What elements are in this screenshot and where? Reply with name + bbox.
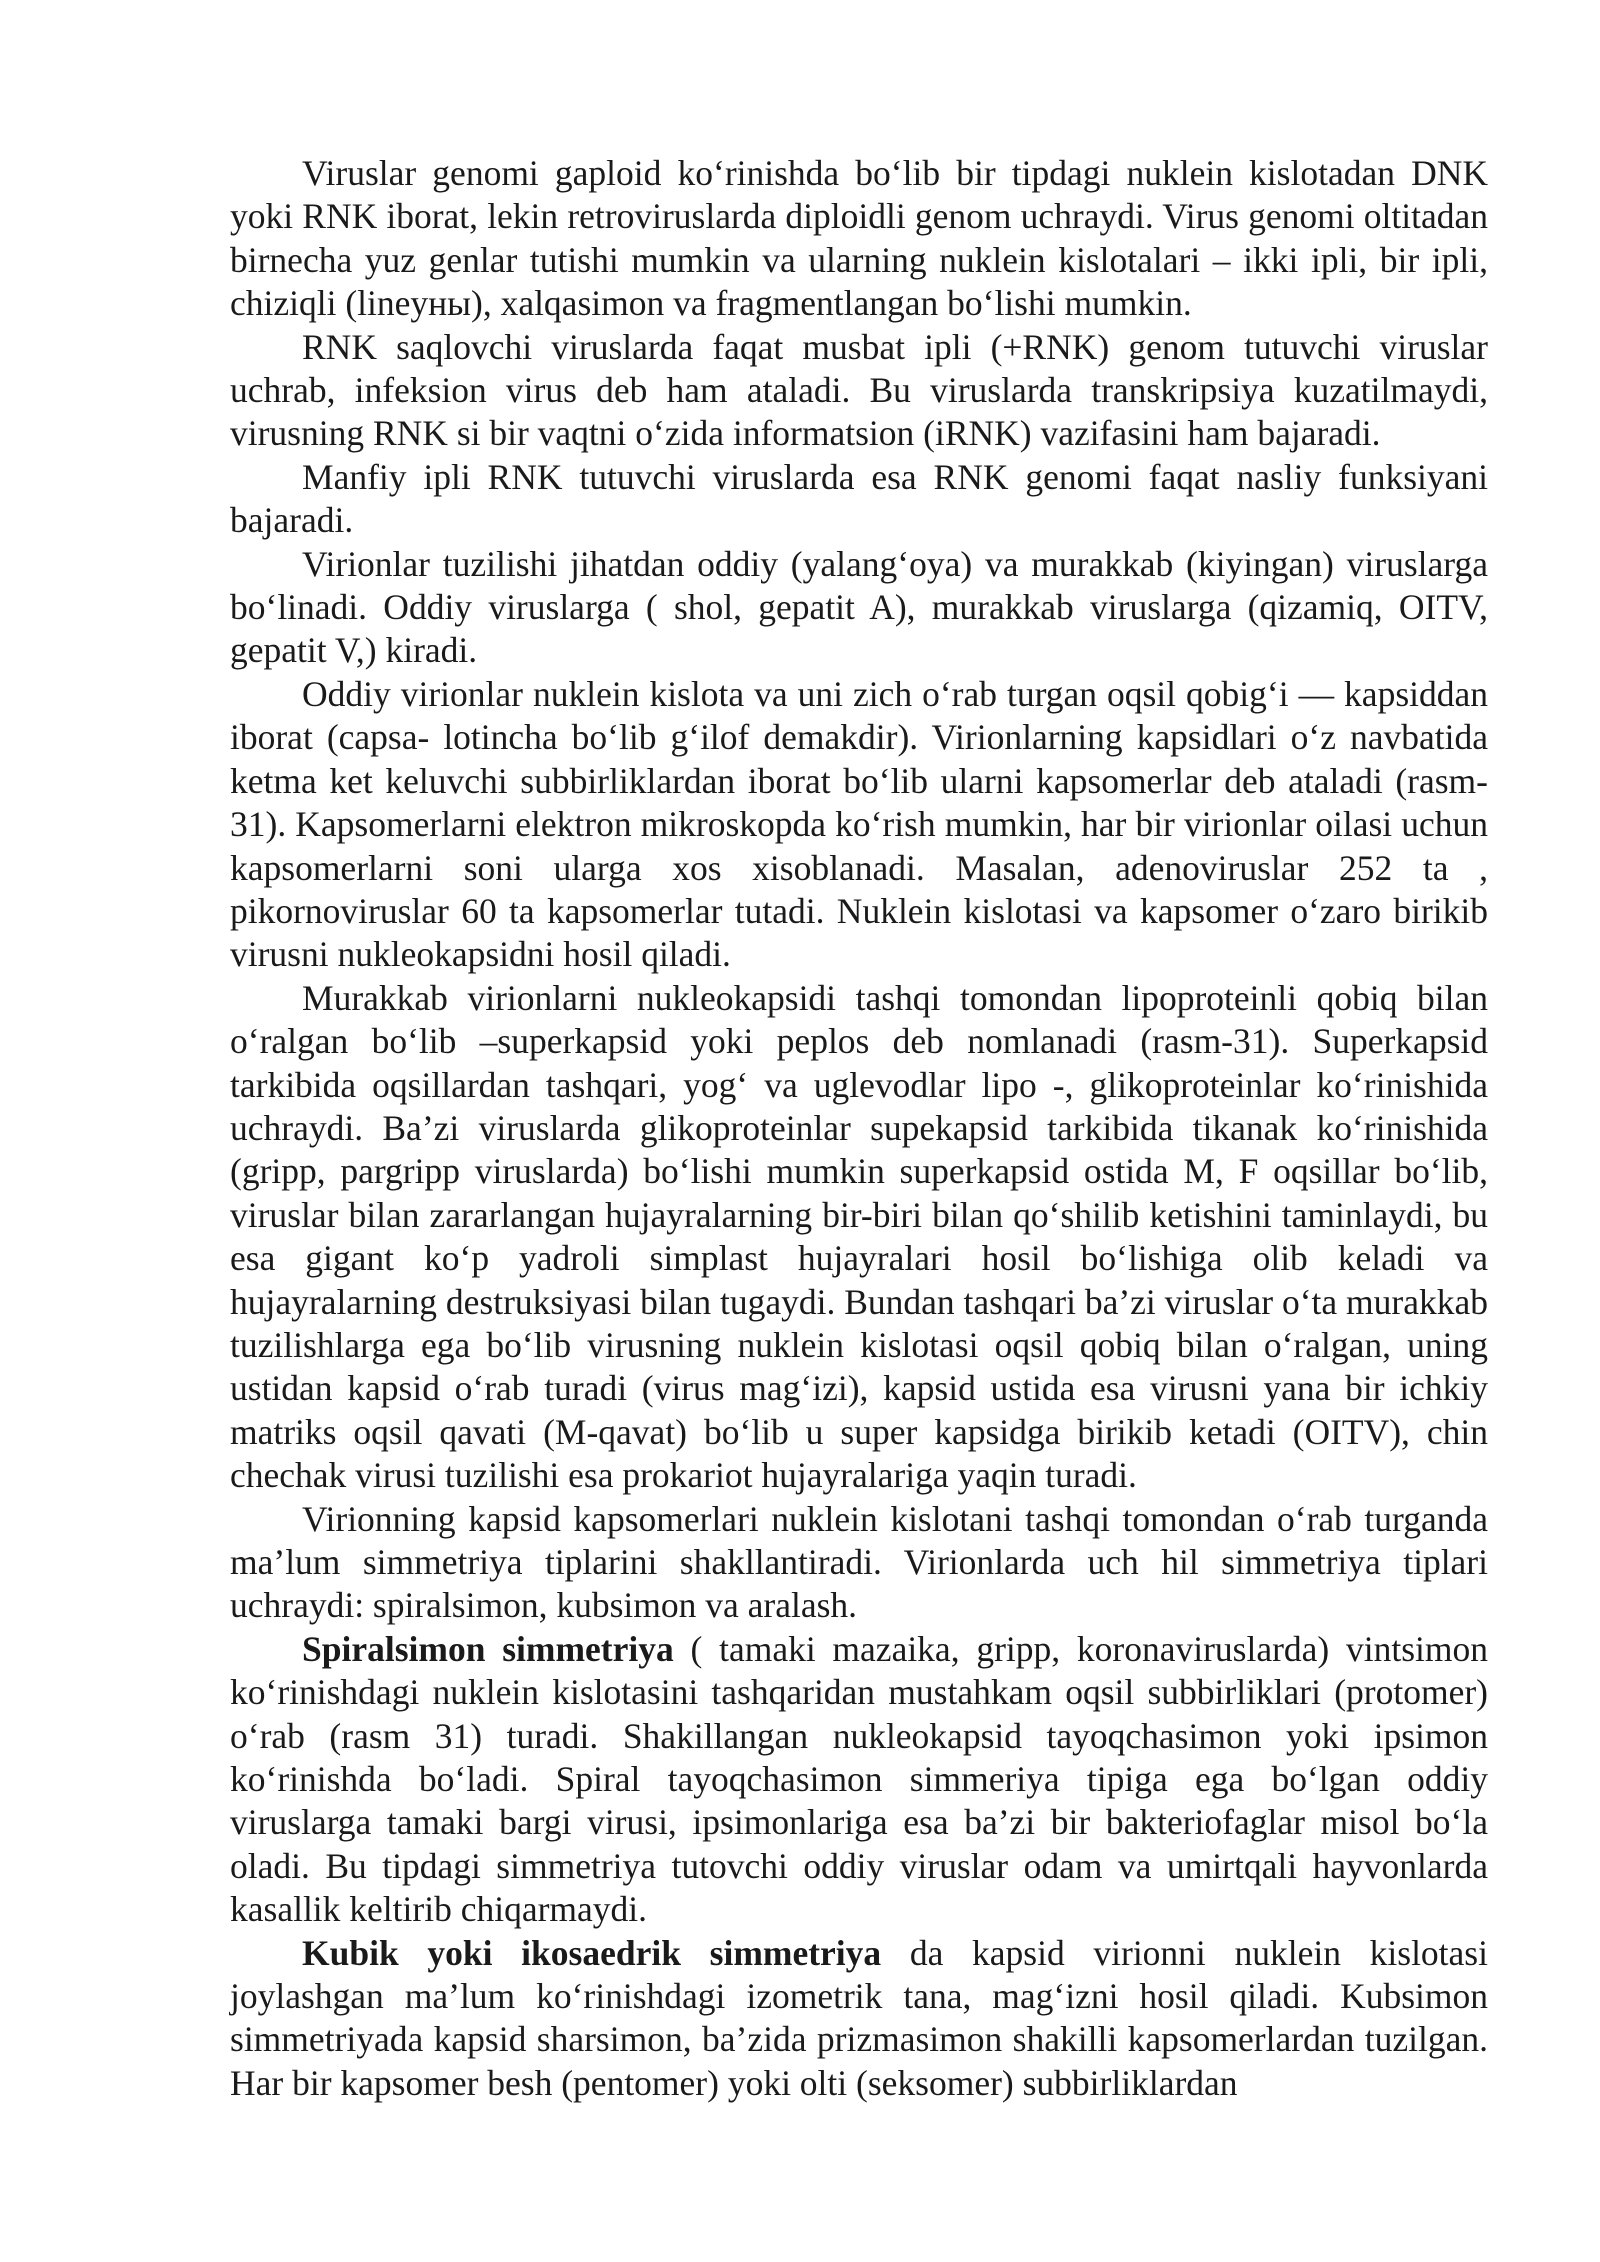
paragraph-text: da kapsid virionni nuklein kislotasi joylashgan ma’lum ko‘rinishdagi izometrik tana, mag‘izni hosil qiladi. Kubsimon simmetriyada kapsid sharsimon, ba’zida prizmasimon shakilli kapsomerlardan tuzilgan. Har bir kapsomer besh (pentomer) yoki olti (seksomer) subbirliklardan (230, 1932, 1488, 2103)
paragraph-virion-structure (230, 543, 1488, 673)
paragraph-rna-negative (230, 456, 1488, 543)
paragraph-helical-symmetry (230, 1628, 1488, 1932)
paragraph-text: Murakkab virionlarni nukleokapsidi tashqi tomondan lipoproteinli qobiq bilan o‘ralgan bo‘lib –superkapsid yoki peplos deb nomlanadi (rasm-31). Superkapsid tarkibida oqsillardan tashqari, yog‘ va uglevodlar lipo -, glikoproteinlar ko‘rinishida uchraydi. Ba’zi viruslarda glikoproteinlar supekapsid tarkibida tikanak ko‘rinishida (gripp, pargripp viruslarda) bo‘lishi mumkin superkapsid ostida M, F oqsillar bo‘lib, viruslar bilan zararlangan hujayralarning bir-biri bilan qo‘shilib ketishini taminlaydi, bu esa gigant ko‘p yadroli simplast hujayralari hosil bo‘lishiga olib keladi va hujayralarning destruksiyasi bilan tugaydi. Bundan tashqari ba’zi viruslar o‘ta murakkab tuzilishlarga ega bo‘lib virusning nuklein kislotasi oqsil qobiq bilan o‘ralgan, uning ustidan kapsid o‘rab turadi (virus mag‘izi), kapsid ustida esa virusni yana bir ichkiy matriks oqsil qavati (M-qavat) bo‘lib u super kapsidga birikib ketadi (OITV), chin chechak virusi tuzilishi esa prokariot hujayralariga yaqin turadi. (230, 977, 1488, 1496)
paragraph-complex-virions (230, 977, 1488, 1498)
paragraph-text: Oddiy virionlar nuklein kislota va uni zich o‘rab turgan oqsil qobig‘i — kapsiddan iborat (capsa- lotincha bo‘lib g‘ilof demakdir). Virionlarning kapsidlari o‘z navbatida ketma ket keluvchi subbirliklardan iborat bo‘lib ularni kapsomerlar deb ataladi (rasm-31). Kapsomerlarni elektron mikroskopda ko‘rish mumkin, har bir virionlar oilasi uchun kapsomerlarni soni ularga xos xisoblanadi. Masalan, adenoviruslar 252 ta , pikornoviruslar 60 ta kapsomerlar tutadi. Nuklein kislotasi va kapsomer o‘zaro birikib virusni nukleokapsidni hosil qiladi. (230, 673, 1488, 975)
paragraph-text: Viruslar genomi gaploid ko‘rinishda bo‘lib bir tipdagi nuklein kislotadan DNK yoki RNK iborat, lekin retroviruslarda diploidli genom uchraydi. Virus genomi oltitadan birnecha yuz genlar tutishi mumkin va ularning nuklein kislotalari – ikki ipli, bir ipli, chiziqli (lineyны), xalqasimon va fragmentlangan bo‘lishi mumkin. (230, 153, 1488, 324)
paragraph-text: Manfiy ipli RNK tutuvchi viruslarda esa RNK genomi faqat nasliy funksiyani bajaradi. (230, 456, 1488, 541)
paragraph-rna-positive (230, 326, 1488, 456)
term-heading: Kubik yoki ikosaedrik simmetriya (302, 1932, 882, 1973)
term-heading: Spiralsimon simmetriya (302, 1628, 674, 1669)
paragraph-text: RNK saqlovchi viruslarda faqat musbat ipli (+RNK) genom tutuvchi viruslar uchrab, infeksion virus deb ham ataladi. Bu viruslarda transkripsiya kuzatilmaydi, virusning RNK si bir vaqtni o‘zida informatsion (iRNK) vazifasini ham bajaradi. (230, 326, 1488, 454)
paragraph-icosahedral-symmetry (230, 1932, 1488, 2106)
paragraph-text: Virionlar tuzilishi jihatdan oddiy (yalang‘oya) va murakkab (kiyingan) viruslarga bo‘linadi. Oddiy viruslarga ( shol, gepatit A), murakkab viruslarga (qizamiq, OITV, gepatit V,) kiradi. (230, 543, 1488, 671)
paragraph-viral-genome (230, 152, 1488, 326)
document-page (230, 152, 1488, 2105)
paragraph-text: Virionning kapsid kapsomerlari nuklein kislotani tashqi tomondan o‘rab turganda ma’lum simmetriya tiplarini shakllantiradi. Virionlarda uch hil simmetriya tiplari uchraydi: spiralsimon, kubsimon va aralash. (230, 1498, 1488, 1626)
paragraph-simple-virions (230, 673, 1488, 977)
paragraph-symmetry-types (230, 1498, 1488, 1628)
paragraph-text: ( tamaki mazaika, gripp, koronaviruslarda) vintsimon ko‘rinishdagi nuklein kislotasini tashqaridan mustahkam oqsil subbirliklari (protomer) o‘rab (rasm 31) turadi. Shakillangan nukleokapsid tayoqchasimon yoki ipsimon ko‘rinishda bo‘ladi. Spiral tayoqchasimon simmeriya tipiga ega bo‘lgan oddiy viruslarga tamaki bargi virusi, ipsimonlariga esa ba’zi bir bakteriofaglar misol bo‘la oladi. Bu tipdagi simmetriya tutovchi oddiy viruslar odam va umirtqali hayvonlarda kasallik keltirib chiqarmaydi. (230, 1628, 1489, 1930)
